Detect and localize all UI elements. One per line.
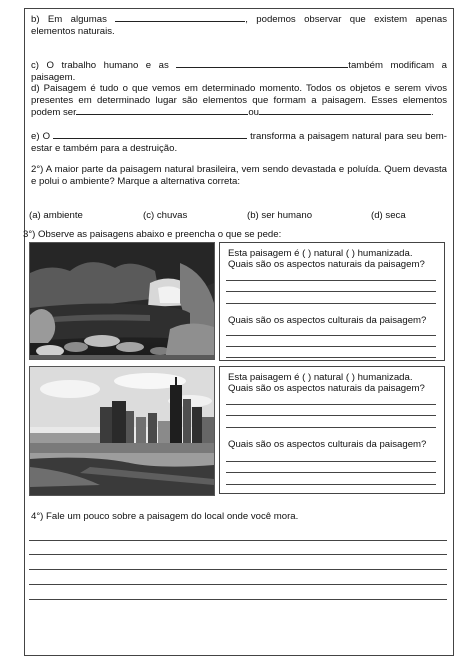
answer-line[interactable] bbox=[226, 280, 436, 281]
item-d: d) Paisagem é tudo o que vemos em determinado momento. Todos os objetos e serem vivos presentes em determinado lugar são elementos que formam a paisagem. Esses elementos podem ser ou . bbox=[31, 83, 447, 119]
natural-landscape-photo bbox=[29, 242, 215, 360]
answer-line[interactable] bbox=[29, 554, 447, 555]
option-b[interactable]: (b) ser humano bbox=[247, 210, 313, 221]
blank-c[interactable] bbox=[176, 59, 348, 68]
blank-e[interactable] bbox=[53, 130, 247, 139]
answer-line[interactable] bbox=[29, 599, 447, 600]
worksheet-page bbox=[24, 8, 454, 656]
answer-line[interactable] bbox=[226, 346, 436, 347]
answer-line[interactable] bbox=[226, 357, 436, 358]
answer-box-1 bbox=[219, 242, 445, 361]
option-a[interactable]: (a) ambiente bbox=[29, 210, 83, 221]
answer-line[interactable] bbox=[226, 291, 436, 292]
river-scene bbox=[30, 243, 214, 359]
answer-line[interactable] bbox=[226, 427, 436, 428]
item-b: b) Em algumas , podemos observar que existem apenas elementos naturais. bbox=[31, 14, 447, 37]
question-3-title: 3°) Observe as paisagens abaixo e preencha o que se pede: bbox=[23, 229, 282, 240]
answer-line[interactable] bbox=[226, 484, 436, 485]
answer-line[interactable] bbox=[29, 540, 447, 541]
answer-line[interactable] bbox=[226, 472, 436, 473]
box1-type-question: Esta paisagem é ( ) natural ( ) humanizada. bbox=[228, 248, 413, 259]
answer-line[interactable] bbox=[29, 569, 447, 570]
answer-line[interactable] bbox=[226, 335, 436, 336]
option-d[interactable]: (d) seca bbox=[371, 210, 406, 221]
question-2: 2°) A maior parte da paisagem natural brasileira, vem sendo devastada e poluída. Quem devasta e polui o ambiente? Marque a alternativa correta: bbox=[31, 164, 447, 187]
question-4-title: 4°) Fale um pouco sobre a paisagem do local onde você mora. bbox=[31, 511, 299, 522]
answer-line[interactable] bbox=[226, 415, 436, 416]
option-c[interactable]: (c) chuvas bbox=[143, 210, 188, 221]
answer-line[interactable] bbox=[226, 303, 436, 304]
answer-box-2 bbox=[219, 366, 445, 494]
blank-d2[interactable] bbox=[259, 106, 431, 115]
item-e: e) O transforma a paisagem natural para seu bem-estar e também para a destruição. bbox=[31, 131, 447, 154]
answer-line[interactable] bbox=[29, 584, 447, 585]
box2-natural-question: Quais são os aspectos naturais da paisagem? bbox=[228, 383, 425, 394]
box2-cultural-question: Quais são os aspectos culturais da paisagem? bbox=[228, 439, 427, 450]
box1-cultural-question: Quais são os aspectos culturais da paisagem? bbox=[228, 315, 427, 326]
box2-type-question: Esta paisagem é ( ) natural ( ) humanizada. bbox=[228, 372, 413, 383]
city-scene bbox=[30, 367, 214, 495]
answer-line[interactable] bbox=[226, 461, 436, 462]
item-c: c) O trabalho humano e as também modificam a paisagem. bbox=[31, 60, 448, 83]
blank-d1[interactable] bbox=[76, 106, 248, 115]
humanized-landscape-photo bbox=[29, 366, 215, 496]
blank-b[interactable] bbox=[115, 13, 245, 22]
box1-natural-question: Quais são os aspectos naturais da paisagem? bbox=[228, 259, 425, 270]
answer-line[interactable] bbox=[226, 404, 436, 405]
